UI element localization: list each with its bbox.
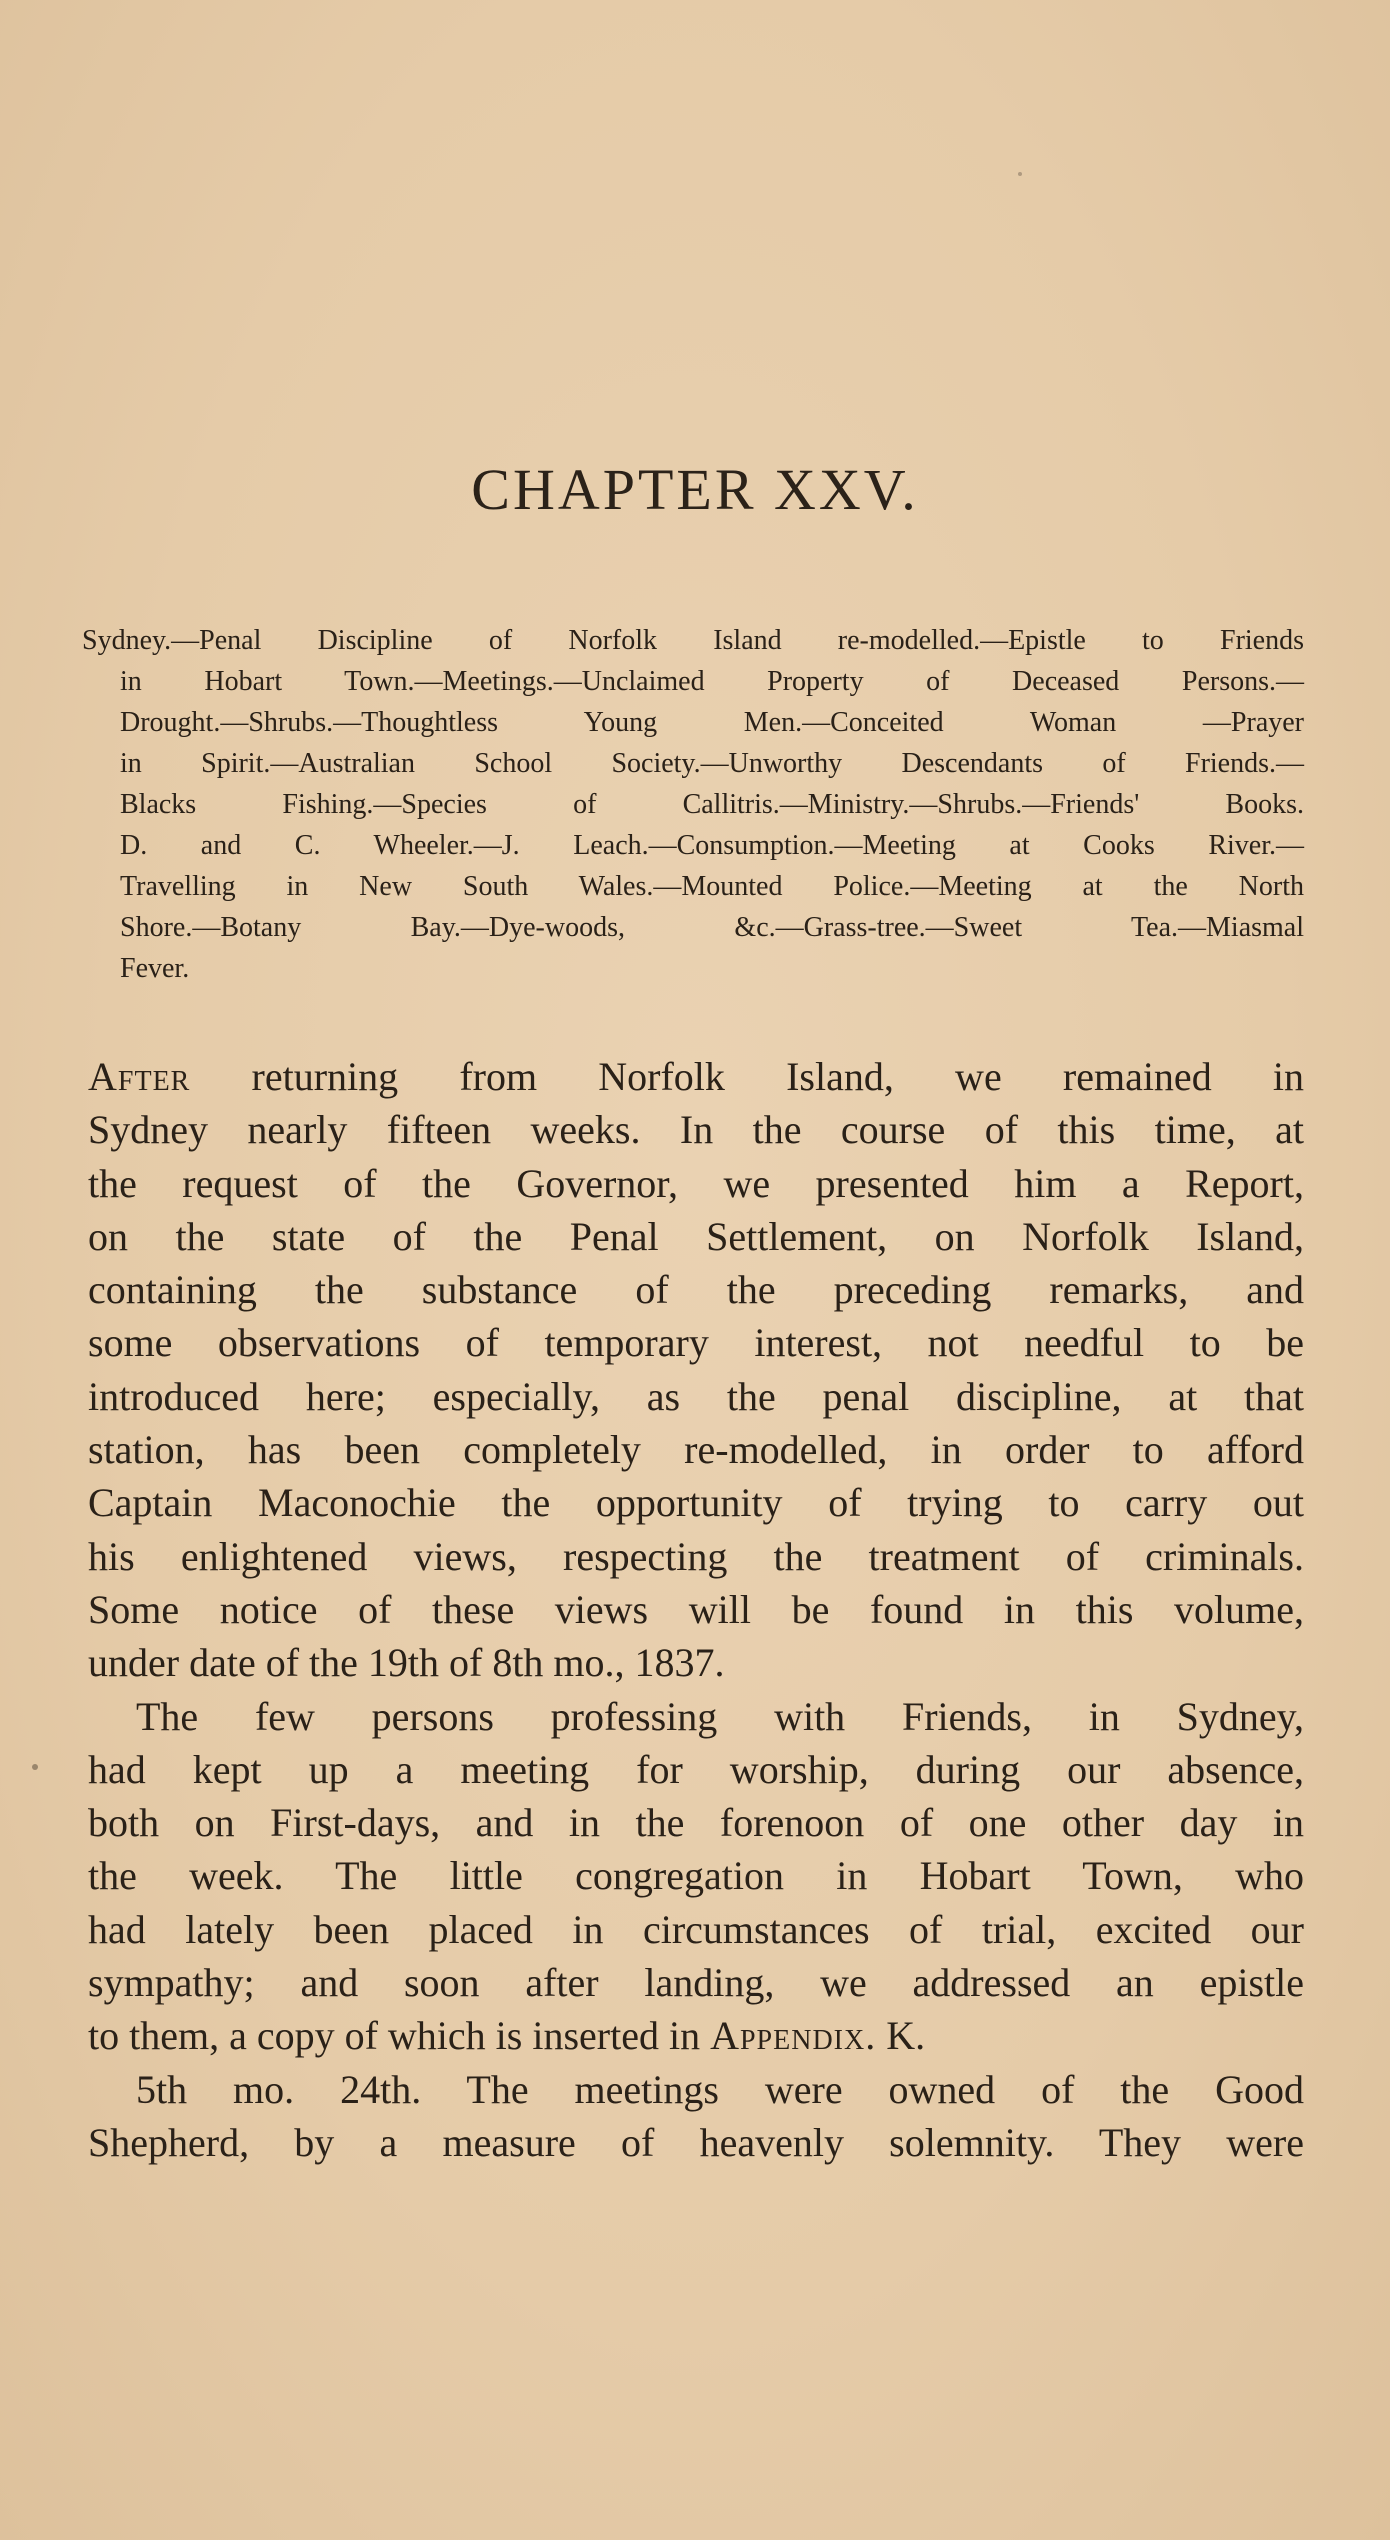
body-line: on the state of the Penal Settlement, on Norfolk Island,	[88, 1213, 1304, 1259]
body-line: Shepherd, by a measure of heavenly solemnity. They were	[88, 2119, 1304, 2165]
synopsis-line: Travelling in New South Wales.—Mounted Police.—Meeting at the North	[120, 871, 1304, 902]
synopsis-line: D. and C. Wheeler.—J. Leach.—Consumption.—Meeting at Cooks River.—	[120, 830, 1304, 861]
synopsis-line: in Spirit.—Australian School Society.—Unworthy Descendants of Friends.—	[120, 748, 1304, 779]
body-line: The few persons professing with Friends, in Sydney,	[136, 1693, 1304, 1739]
opening-word: After	[88, 1054, 191, 1099]
body-line: sympathy; and soon after landing, we addressed an epistle	[88, 1960, 1304, 2006]
synopsis-line: in Hobart Town.—Meetings.—Unclaimed Property of Deceased Persons.—	[120, 666, 1304, 697]
body-text	[88, 1050, 1304, 2169]
body-line: his enlightened views, respecting the treatment of criminals.	[88, 1533, 1304, 1579]
body-line: introduced here; especially, as the penal discipline, at that	[88, 1373, 1304, 1419]
body-line: 5th mo. 24th. The meetings were owned of the Good	[136, 2066, 1304, 2112]
body-line-text: returning from Norfolk Island, we remained in	[190, 1054, 1304, 1099]
appendix-reference: Appendix.	[710, 2013, 877, 2059]
body-line: had lately been placed in circumstances of trial, excited our	[88, 1906, 1304, 1952]
synopsis-line: Blacks Fishing.—Species of Callitris.—Ministry.—Shrubs.—Friends' Books.	[120, 789, 1304, 820]
body-line	[88, 2009, 1304, 2062]
body-line: Captain Maconochie the opportunity of trying to carry out	[88, 1480, 1304, 1526]
body-line-text: to them, a copy of which is inserted in	[88, 2013, 711, 2059]
synopsis-line: Fever.	[120, 953, 190, 984]
body-line: some observations of temporary interest, not needful to be	[88, 1320, 1304, 1366]
body-line: the request of the Governor, we presented him a Report,	[88, 1160, 1304, 1206]
body-line: Some notice of these views will be found in this volume,	[88, 1586, 1304, 1632]
body-line: containing the substance of the preceding remarks, and	[88, 1267, 1304, 1313]
body-line: Sydney nearly fifteen weeks. In the course of this time, at	[88, 1107, 1304, 1153]
paper-speck	[1018, 172, 1022, 176]
chapter-title: CHAPTER XXV.	[471, 457, 919, 522]
body-line: station, has been completely re-modelled, in order to afford	[88, 1427, 1304, 1473]
body-line	[88, 1050, 1304, 1103]
body-line: both on First-days, and in the forenoon of one other day in	[88, 1800, 1304, 1846]
chapter-synopsis	[82, 620, 1304, 989]
synopsis-line: Shore.—Botany Bay.—Dye-woods, &c.—Grass-tree.—Sweet Tea.—Miasmal	[120, 912, 1304, 943]
body-line: the week. The little congregation in Hobart Town, who	[88, 1853, 1304, 1899]
body-line: had kept up a meeting for worship, during our absence,	[88, 1746, 1304, 1792]
margin-mark	[32, 1764, 38, 1770]
body-line-text: K.	[876, 2013, 926, 2059]
body-line: under date of the 19th of 8th mo., 1837.	[88, 1640, 725, 1686]
synopsis-line: Drought.—Shrubs.—Thoughtless Young Men.—Conceited Woman —Prayer	[120, 707, 1304, 738]
synopsis-line: Sydney.—Penal Discipline of Norfolk Island re-modelled.—Epistle to Friends	[82, 625, 1304, 656]
